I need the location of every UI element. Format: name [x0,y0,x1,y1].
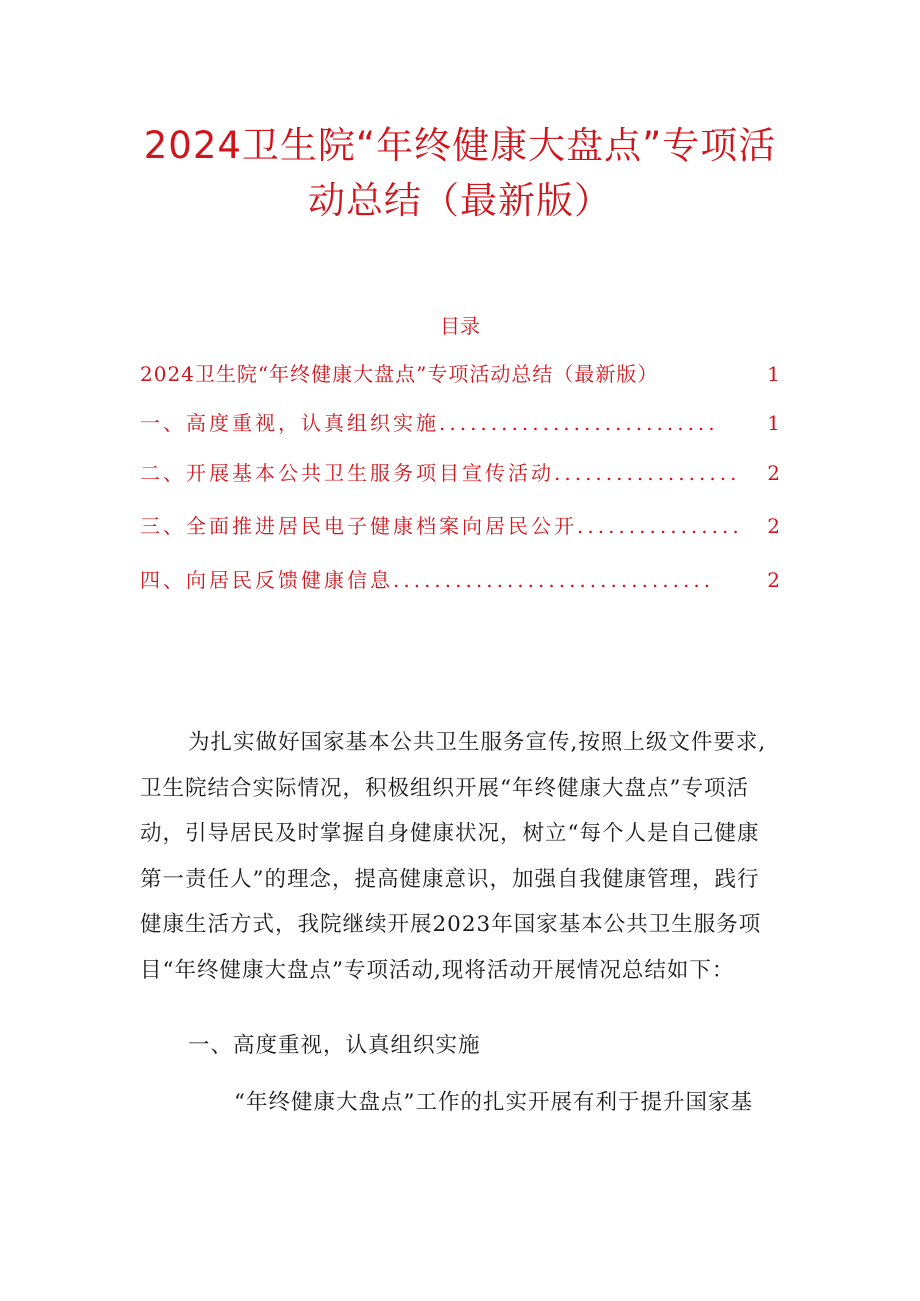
toc-entry[interactable] [140,510,780,539]
toc-entry[interactable] [140,564,780,593]
toc-entry-text: 三、全面推进居民电子健康档案向居民公开 [140,514,577,538]
toc-leader-dots: ............................... [393,568,715,592]
section-1-heading: 一、高度重视，认真组织实施 [188,1033,481,1058]
paragraph-line: 为扎实做好国家基本公共卫生服务宣传,按照上级文件要求, [188,730,767,755]
paragraph-line: 第一责任人”的理念，提高健康意识，加强自我健康管理，践行 [140,866,760,892]
section-1-paragraph [140,1080,785,1126]
paragraph-line: “年终健康大盘点”工作的扎实开展有利于提升国家基 [234,1090,753,1115]
title-line-2: 动总结（最新版） [308,179,612,222]
toc-entry[interactable] [140,407,780,436]
intro-paragraph [140,720,785,993]
paragraph-line: 动，引导居民及时掌握自身健康状况，树立“每个人是自己健康 [140,821,760,846]
toc-heading: 目录 [440,314,480,338]
title-line-1: 2024卫生院“年终健康大盘点”专项活 [143,124,777,167]
paragraph-line: 卫生院结合实际情况，积极组织开展“年终健康大盘点”专项活 [140,775,749,801]
document-title [120,118,800,228]
toc-entry[interactable] [140,358,780,387]
toc-page-number: 1 [767,362,780,386]
toc-entry[interactable] [140,457,780,486]
paragraph-line: 目“年终健康大盘点”专项活动,现将活动开展情况总结如下： [140,957,735,983]
toc-leader-dots: ........................... [439,411,719,435]
section-heading [140,1023,785,1069]
toc-leader-dots: .................. [554,461,741,485]
toc-page-number: 1 [767,411,780,435]
toc-page-number: 2 [767,514,780,538]
toc-entry-text: 四、向居民反馈健康信息 [140,568,393,592]
toc-entry-text: 一、高度重视，认真组织实施 [140,411,439,435]
paragraph-line: 健康生活方式，我院继续开展2023年国家基本公共卫生服务项 [140,912,762,937]
toc-page-number: 2 [767,568,780,592]
toc-page-number: 2 [767,461,780,485]
toc-entry-text: 二、开展基本公共卫生服务项目宣传活动 [140,461,554,485]
toc-entry-text: 2024卫生院“年终健康大盘点”专项活动总结（最新版） [140,362,659,386]
toc-leader-dots: ................ [577,514,743,538]
